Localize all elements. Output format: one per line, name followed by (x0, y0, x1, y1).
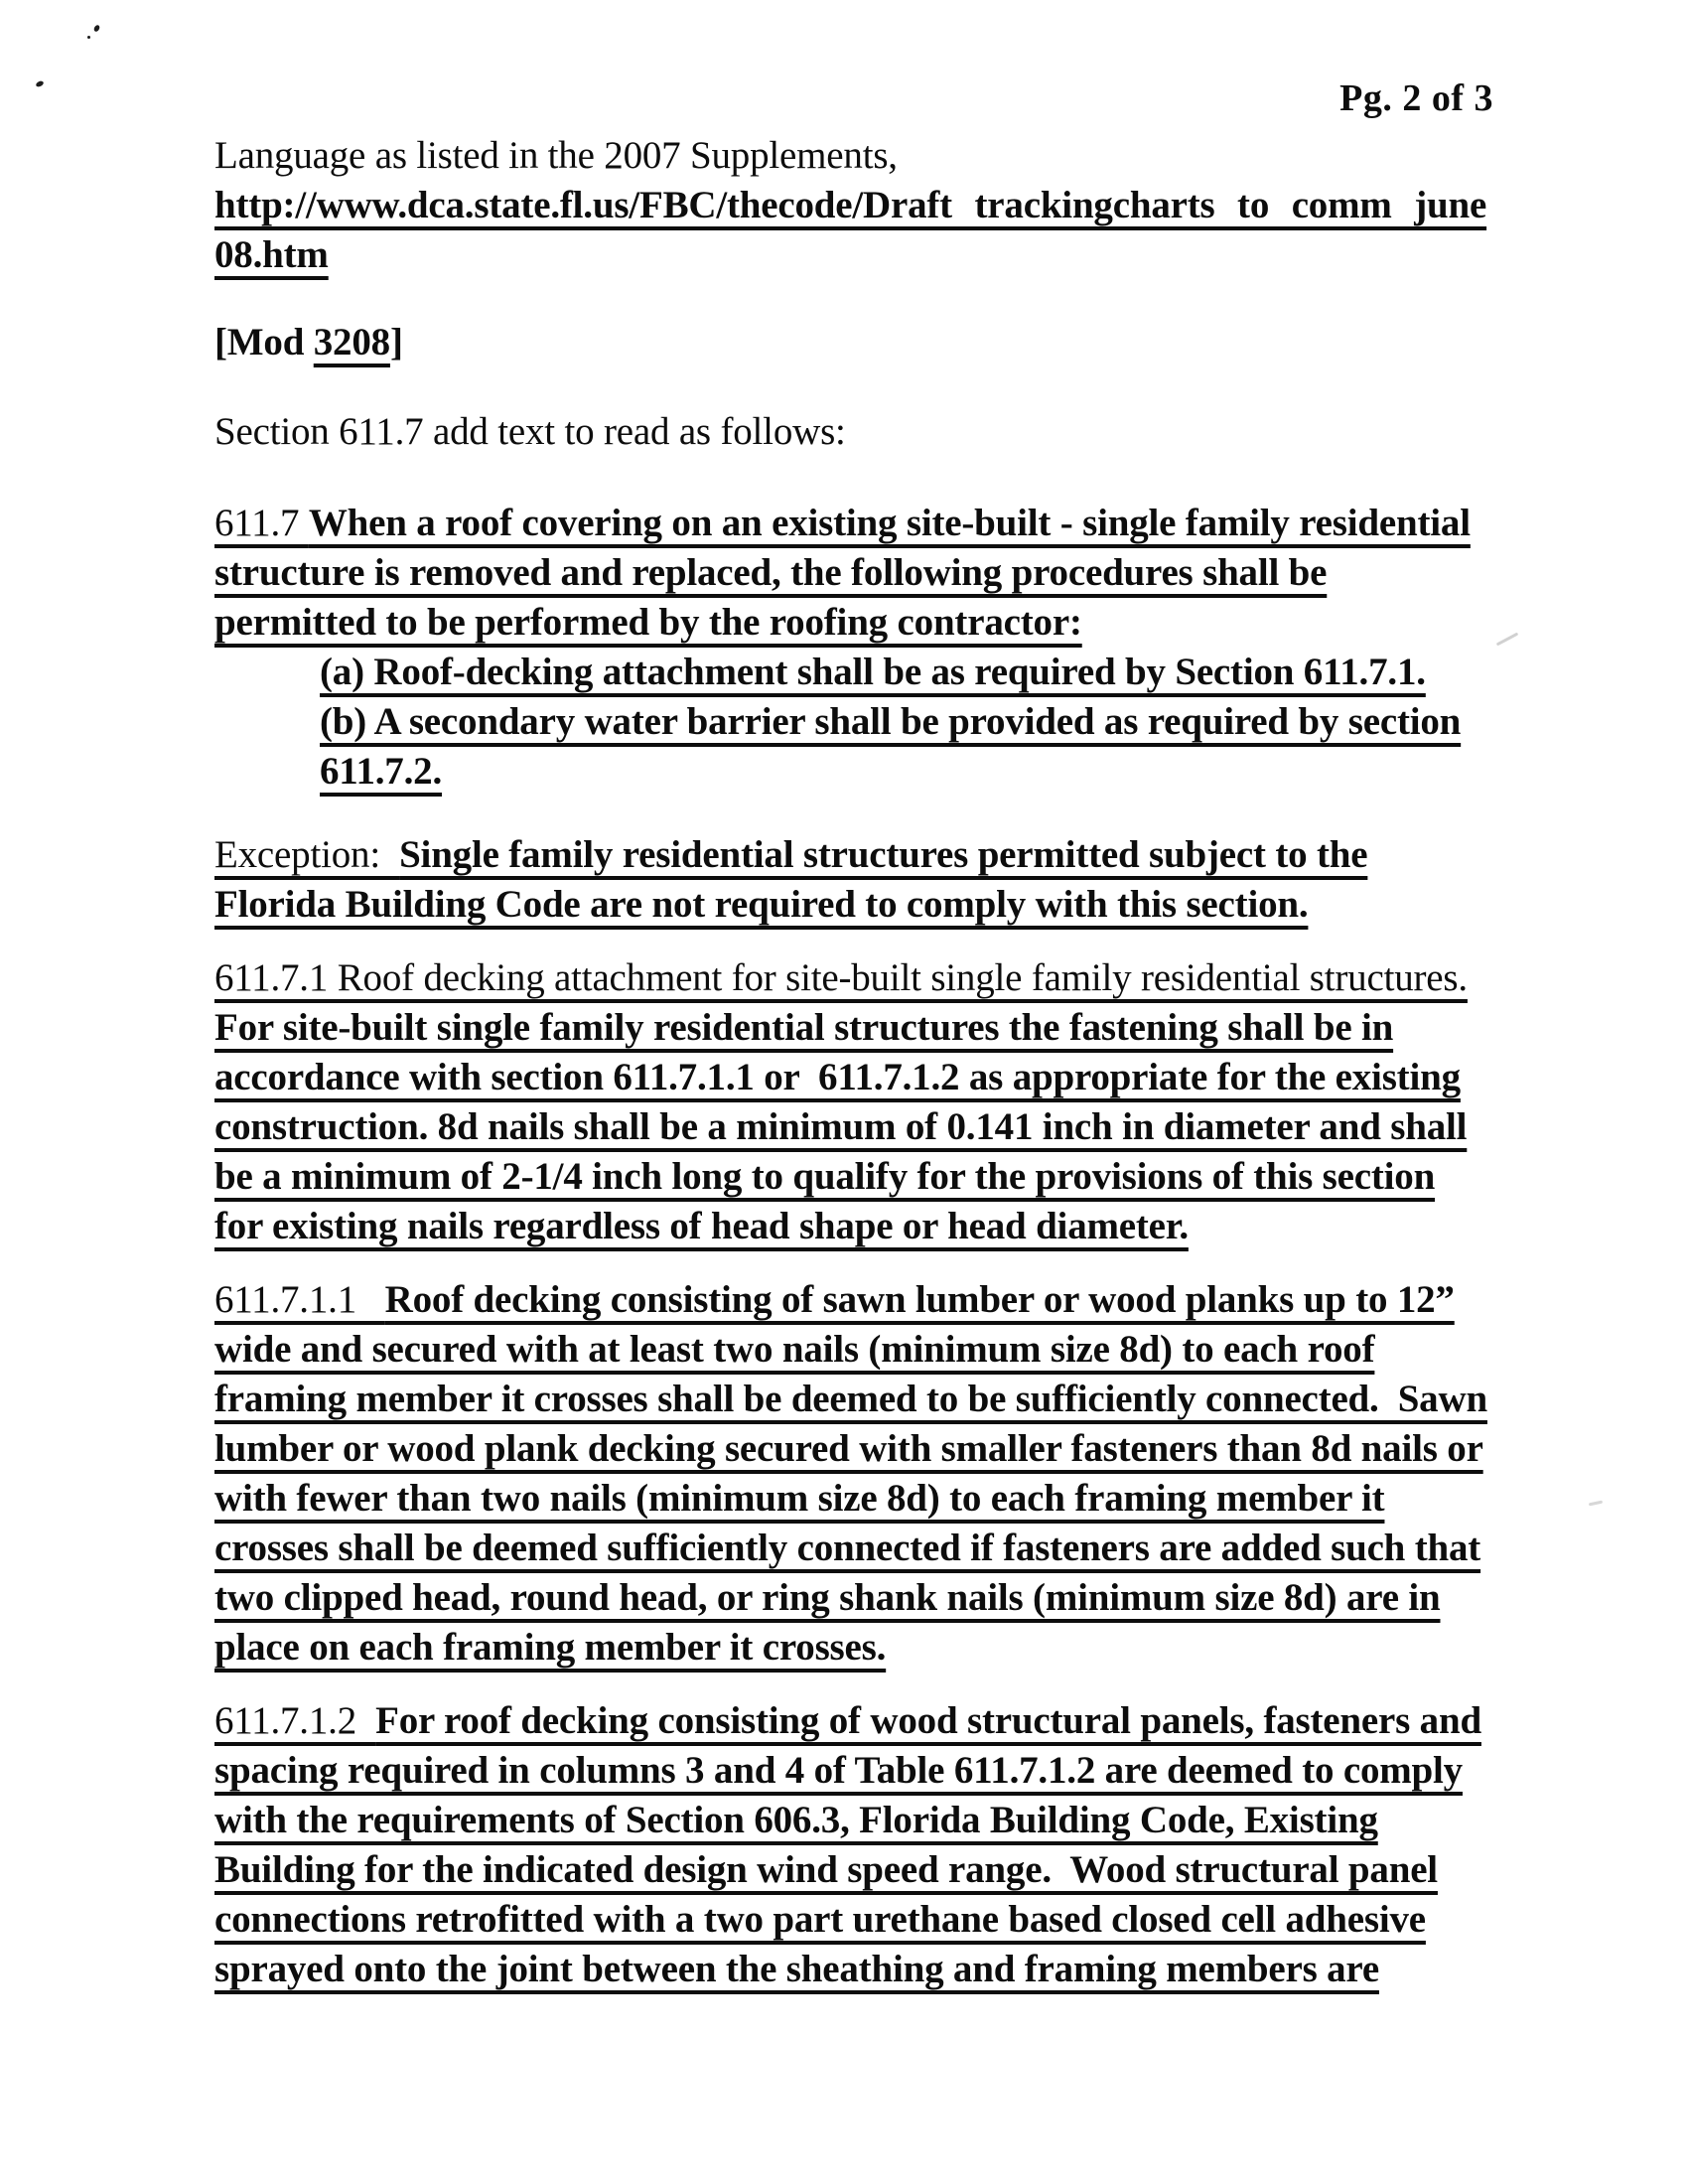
paragraph-611-7-1-1 (214, 1275, 1599, 1673)
text-line (214, 1003, 1599, 1053)
text-segment: Florida Building Code are not required to comply with this section. (214, 883, 1309, 926)
paragraph-section-intro (214, 407, 1599, 457)
text-segment: [Mod (214, 321, 314, 364)
text-line (214, 598, 1599, 648)
text-segment: framing member it crosses shall be deemed to be sufficiently connected. Sawn (214, 1378, 1487, 1420)
text-line (214, 230, 1599, 280)
document-body (0, 131, 1688, 1994)
text-segment: Single family residential structures permitted subject to the (399, 833, 1368, 876)
text-line (320, 747, 1599, 797)
text-line (214, 1053, 1599, 1102)
text-segment: accordance with section 611.7.1.1 or 611.7.1.2 as appropriate for the existing (214, 1056, 1461, 1098)
text-segment: Language as listed in the 2007 Supplements, (214, 134, 898, 177)
text-line (214, 407, 1599, 457)
paragraph-611-7 (214, 499, 1599, 797)
text-segment: wide and secured with at least two nails (minimum size 8d) to each roof (214, 1328, 1375, 1371)
text-line (214, 499, 1599, 548)
text-line (214, 1696, 1599, 1746)
text-segment: 611.7.1.1 (214, 1278, 385, 1321)
text-segment: structure is removed and replaced, the following procedures shall be (214, 551, 1328, 594)
text-line (214, 1375, 1599, 1424)
text-line (214, 1945, 1599, 1994)
text-line (214, 1845, 1599, 1895)
text-segment: 08.htm (214, 233, 329, 276)
paragraph-611-7-1 (214, 953, 1599, 1251)
text-line (214, 1524, 1599, 1573)
text-line (214, 548, 1599, 598)
text-segment: lumber or wood plank decking secured with smaller fasteners than 8d nails or (214, 1427, 1483, 1470)
text-segment: Building for the indicated design wind speed range. Wood structural panel (214, 1848, 1438, 1891)
text-line (214, 830, 1599, 880)
scan-speck (87, 36, 90, 39)
text-line (214, 1102, 1599, 1152)
text-segment: with the requirements of Section 606.3, Florida Building Code, Existing (214, 1799, 1378, 1841)
text-segment: connections retrofitted with a two part urethane based closed cell adhesive (214, 1898, 1426, 1941)
text-line (214, 1796, 1599, 1845)
page-number-label: Pg. 2 of 3 (1339, 77, 1493, 119)
text-line (214, 1152, 1599, 1202)
text-segment: permitted to be performed by the roofing contractor: (214, 601, 1082, 644)
text-line (214, 131, 1599, 181)
text-segment: spacing required in columns 3 and 4 of Table 611.7.1.2 are deemed to comply (214, 1749, 1463, 1792)
text-line (214, 1275, 1599, 1325)
text-segment: Exception: (214, 833, 400, 876)
text-segment: 611.7.1 Roof decking attachment for site-built single family residential structures. (214, 956, 1468, 999)
text-segment: http://www.dca.state.fl.us/FBC/thecode/Draft trackingcharts to comm june (214, 184, 1487, 226)
text-segment: 611.7 (214, 502, 309, 544)
paragraph-mod-number (214, 318, 1599, 367)
text-segment: two clipped head, round head, or ring shank nails (minimum size 8d) are in (214, 1576, 1441, 1619)
text-line (214, 318, 1599, 367)
paragraph-exception (214, 830, 1599, 930)
text-segment: When a roof covering on an existing site-built - single family residential (308, 502, 1471, 544)
text-line (214, 1325, 1599, 1375)
text-line (214, 1202, 1599, 1251)
text-segment: Roof decking consisting of sawn lumber or wood planks up to 12” (384, 1278, 1455, 1321)
text-line (214, 880, 1599, 930)
text-segment: For site-built single family residential structures the fastening shall be in (214, 1006, 1394, 1049)
text-segment: place on each framing member it crosses. (214, 1626, 887, 1669)
text-line (320, 648, 1599, 697)
text-line (214, 953, 1599, 1003)
page-header (0, 0, 1688, 123)
text-segment: 3208 (313, 321, 390, 364)
text-segment: 611.7.2. (320, 750, 442, 793)
text-segment: 611.7.1.2 (214, 1699, 376, 1742)
text-segment: be a minimum of 2-1/4 inch long to qualify for the provisions of this section (214, 1155, 1436, 1198)
text-segment: For roof decking consisting of wood structural panels, fasteners and (375, 1699, 1481, 1742)
paragraph-intro (214, 131, 1599, 280)
text-segment: construction. 8d nails shall be a minimum of 0.141 inch in diameter and shall (214, 1105, 1468, 1148)
text-line (214, 1474, 1599, 1524)
text-segment: ] (389, 321, 403, 364)
text-line (214, 1895, 1599, 1945)
text-segment: sprayed onto the joint between the sheathing and framing members are (214, 1948, 1379, 1990)
text-segment: (b) A secondary water barrier shall be provided as required by section (320, 700, 1462, 743)
text-line (214, 1623, 1599, 1673)
text-segment: with fewer than two nails (minimum size 8d) to each framing member it (214, 1477, 1385, 1520)
text-line (214, 1424, 1599, 1474)
text-line (320, 697, 1599, 747)
text-line (214, 1573, 1599, 1623)
text-segment: for existing nails regardless of head shape or head diameter. (214, 1205, 1189, 1247)
text-segment: (a) Roof-decking attachment shall be as required by Section 611.7.1. (320, 651, 1426, 693)
text-segment: crosses shall be deemed sufficiently connected if fasteners are added such that (214, 1527, 1481, 1569)
text-line (214, 1746, 1599, 1796)
text-segment: Section 611.7 add text to read as follows: (214, 410, 846, 453)
paragraph-611-7-1-2 (214, 1696, 1599, 1994)
text-line (214, 181, 1599, 230)
